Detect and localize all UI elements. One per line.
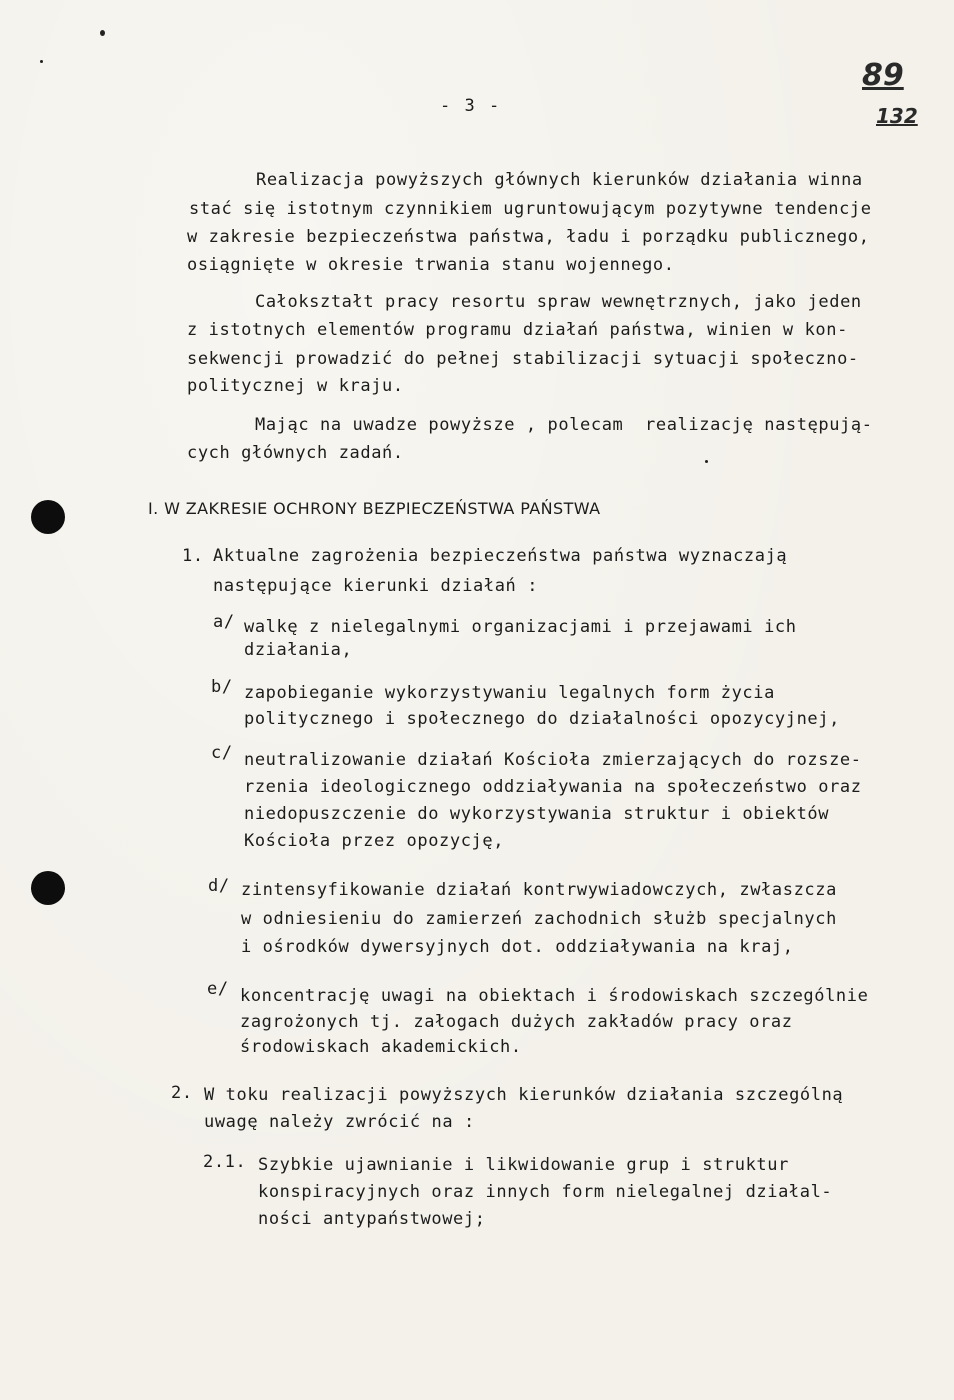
paragraph-2-line: Całokształt pracy resortu spraw wewnętrznych, jako jeden [255,292,862,312]
punch-hole-top [31,500,65,534]
subitem-b-line: politycznego i społecznego do działalności opozycyjnej, [244,709,840,729]
subitem-label: a/ [213,612,235,632]
page-number: - 3 - [440,96,502,116]
paragraph-2-line: politycznej w kraju. [187,376,404,396]
ink-speck [40,60,43,63]
paragraph-1-line: Realizacja powyższych głównych kierunków działania winna [256,170,863,190]
subitem-a-line: walkę z nielegalnymi organizacjami i przejawami ich [244,617,797,637]
subitem-label: c/ [211,743,233,763]
paragraph-2-line: sekwencji prowadzić do pełnej stabilizacji sytuacji społeczno- [187,349,859,369]
subitem-e-line: środowiskach akademickich. [240,1037,522,1057]
subitem-label: b/ [211,677,233,697]
paragraph-3-line: cych głównych zadań. [187,443,404,463]
paragraph-1-line: w zakresie bezpieczeństwa państwa, ładu i porządku publicznego, [187,227,870,247]
subitem-e-line: zagrożonych tj. załogach dużych zakładów pracy oraz [240,1012,793,1032]
subitem-d-line: zintensyfikowanie działań kontrwywiadowczych, zwłaszcza [241,880,837,900]
paragraph-1-line: osiągnięte w okresie trwania stanu wojennego. [187,255,675,275]
subitem-label: e/ [207,979,229,999]
ink-speck [100,30,105,36]
subitem-e-line: koncentrację uwagi na obiektach i środowiskach szczególnie [240,986,869,1006]
ink-speck [705,460,708,463]
paragraph-1-line: stać się istotnym czynnikiem ugruntowującym pozytywne tendencje [189,199,872,219]
item-number: 1. [182,546,204,566]
section-heading: I. W ZAKRESIE OCHRONY BEZPIECZEŃSTWA PAŃSTWA [148,499,601,518]
punch-hole-bottom [31,871,65,905]
item-2-line: uwagę należy zwrócić na : [204,1112,475,1132]
item-number: 2. [171,1083,193,1103]
paragraph-2-line: z istotnych elementów programu działań państwa, winien w kon- [187,320,848,340]
subitem-d-line: w odniesieniu do zamierzeń zachodnich służb specjalnych [241,909,837,929]
subitem-c-line: Kościoła przez opozycję, [244,831,505,851]
item-1-line: Aktualne zagrożenia bezpieczeństwa państwa wyznaczają [213,546,788,566]
subitem-a-line: działania, [244,640,353,660]
subitem-label: 2.1. [203,1152,247,1172]
item-1-line: następujące kierunki działań : [213,576,539,596]
subitem-2-1-line: ności antypaństwowej; [258,1209,486,1229]
subitem-c-line: niedopuszczenie do wykorzystywania struktur i obiektów [244,804,830,824]
subitem-c-line: neutralizowanie działań Kościoła zmierzających do rozsze- [244,750,862,770]
archive-number-top: 89 [862,58,904,93]
subitem-2-1-line: konspiracyjnych oraz innych form nielegalnej działal- [258,1182,833,1202]
subitem-b-line: zapobieganie wykorzystywaniu legalnych form życia [244,683,775,703]
archive-number-bottom: 132 [876,104,918,128]
paragraph-3-line: Mając na uwadze powyższe , polecam realizację następują- [255,415,873,435]
subitem-2-1-line: Szybkie ujawnianie i likwidowanie grup i struktur [258,1155,789,1175]
subitem-d-line: i ośrodków dywersyjnych dot. oddziaływania na kraj, [241,937,794,957]
subitem-c-line: rzenia ideologicznego oddziaływania na społeczeństwo oraz [244,777,862,797]
subitem-label: d/ [208,876,230,896]
item-2-line: W toku realizacji powyższych kierunków działania szczególną [204,1085,844,1105]
